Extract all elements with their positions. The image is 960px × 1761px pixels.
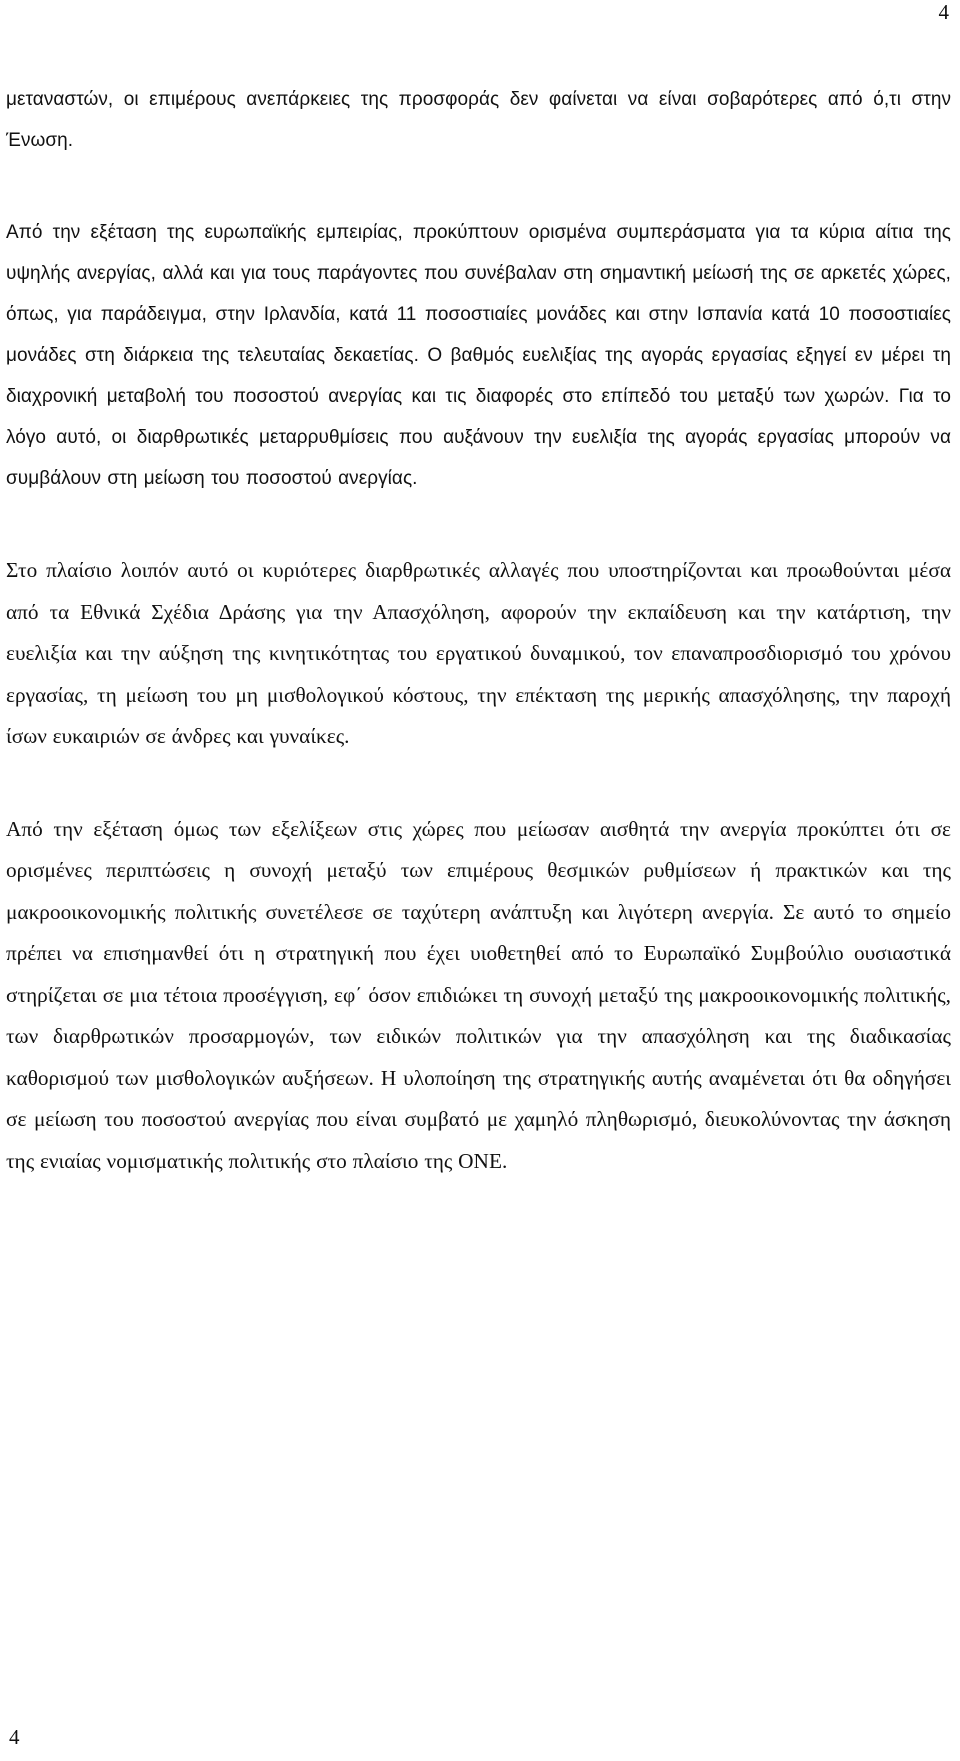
p1-sentence-2: Ο βαθμός ευελιξίας της αγοράς εργασίας εξηγεί εν μέρει τη διαχρονική μεταβολή του ποσοστού ανεργίας και τις διαφορές στο επίπεδό του μεταξύ των χωρών. <box>6 345 951 407</box>
document-body <box>6 79 951 1182</box>
paragraph-intro <box>6 79 951 161</box>
p3-sentence-2: Σε αυτό το σημείο πρέπει να επισημανθεί ότι η στρατηγική που έχει υιοθετηθεί από το Ευρωπαϊκό Συμβούλιο ουσιαστικά στηρίζεται σε μια τέτοια προσέγγιση, εφ΄ όσον επιδιώκει τη συνοχή μεταξύ της μακροοικονομικής πολιτικής, των διαρθρωτικών προσαρμογών, των ειδικών πολιτικών για την απασχόληση και της διαδικασίας καθορισμού των μισθολογικών αυξήσεων. <box>6 899 951 1090</box>
p2-sentence-1: Στο πλαίσιο λοιπόν αυτό οι κυριότερες διαρθρωτικές αλλαγές που υποστηρίζονται και προωθούνται μέσα από τα Εθνικά Σχέδια Δράσης για την Απασχόληση, αφορούν την εκπαίδευση και την κατάρτιση, την ευελιξία και την αύξηση της κινητικότητας του εργατικού δυναμικού, τον επαναπροσδιορισμό του χρόνου εργασίας, τη μείωση του μη μισθολογικού κόστους, την επέκταση της μερικής απασχόλησης, την παροχή ίσων ευκαιριών σε άνδρες και γυναίκες. <box>6 558 951 748</box>
paragraph-strategy <box>6 809 951 1183</box>
p3-sentence-1: Από την εξέταση όμως των εξελίξεων στις χώρες που μείωσαν αισθητά την ανεργία προκύπτει ότι σε ορισμένες περιπτώσεις η συνοχή μεταξύ των επιμέρους θεσμικών ρυθμίσεων ή πρακτικών και της μακροοικονομικής πολιτικής συνετέλεσε σε ταχύτερη ανάπτυξη και λιγότερη ανεργία. <box>6 816 951 924</box>
p3-sentence-3: Η υλοποίηση της στρατηγικής αυτής αναμένεται ότι θα οδηγήσει σε μείωση του ποσοστού ανεργίας που είναι συμβατό με χαμηλό πληθωρισμό, διευκολύνοντας την άσκηση της ενιαίας νομισματικής πολιτικής στο πλαίσιο της ΟΝΕ. <box>6 1065 951 1173</box>
intro-sentence-1: μεταναστών, οι επιμέρους ανεπάρκειες της προσφοράς δεν φαίνεται να είναι σοβαρότερες από ό,τι στην Ένωση. <box>6 89 951 151</box>
page-number-bottom: 4 <box>9 1725 20 1749</box>
paragraph-structural-changes <box>6 550 951 758</box>
p1-sentence-1: Από την εξέταση της ευρωπαϊκής εμπειρίας, προκύπτουν ορισμένα συμπεράσματα για τα κύρια αίτια της υψηλής ανεργίας, αλλά και για τους παράγοντες που συνέβαλαν στη σημαντική μείωσή της σε αρκετές χώρες, όπως, για παράδειγμα, στην Ιρλανδία, κατά 11 ποσοστιαίες μονάδες και στην Ισπανία κατά 10 ποσοστιαίες μονάδες στη διάρκεια της τελευταίας δεκαετίας. <box>6 222 951 366</box>
page-number-top: 4 <box>938 0 949 24</box>
paragraph-european-experience <box>6 212 951 499</box>
p1-sentence-3: Για το λόγο αυτό, οι διαρθρωτικές μεταρρυθμίσεις που αυξάνουν την ευελιξία της αγοράς εργασίας μπορούν να συμβάλουν στη μείωση του ποσοστού ανεργίας. <box>6 386 951 489</box>
